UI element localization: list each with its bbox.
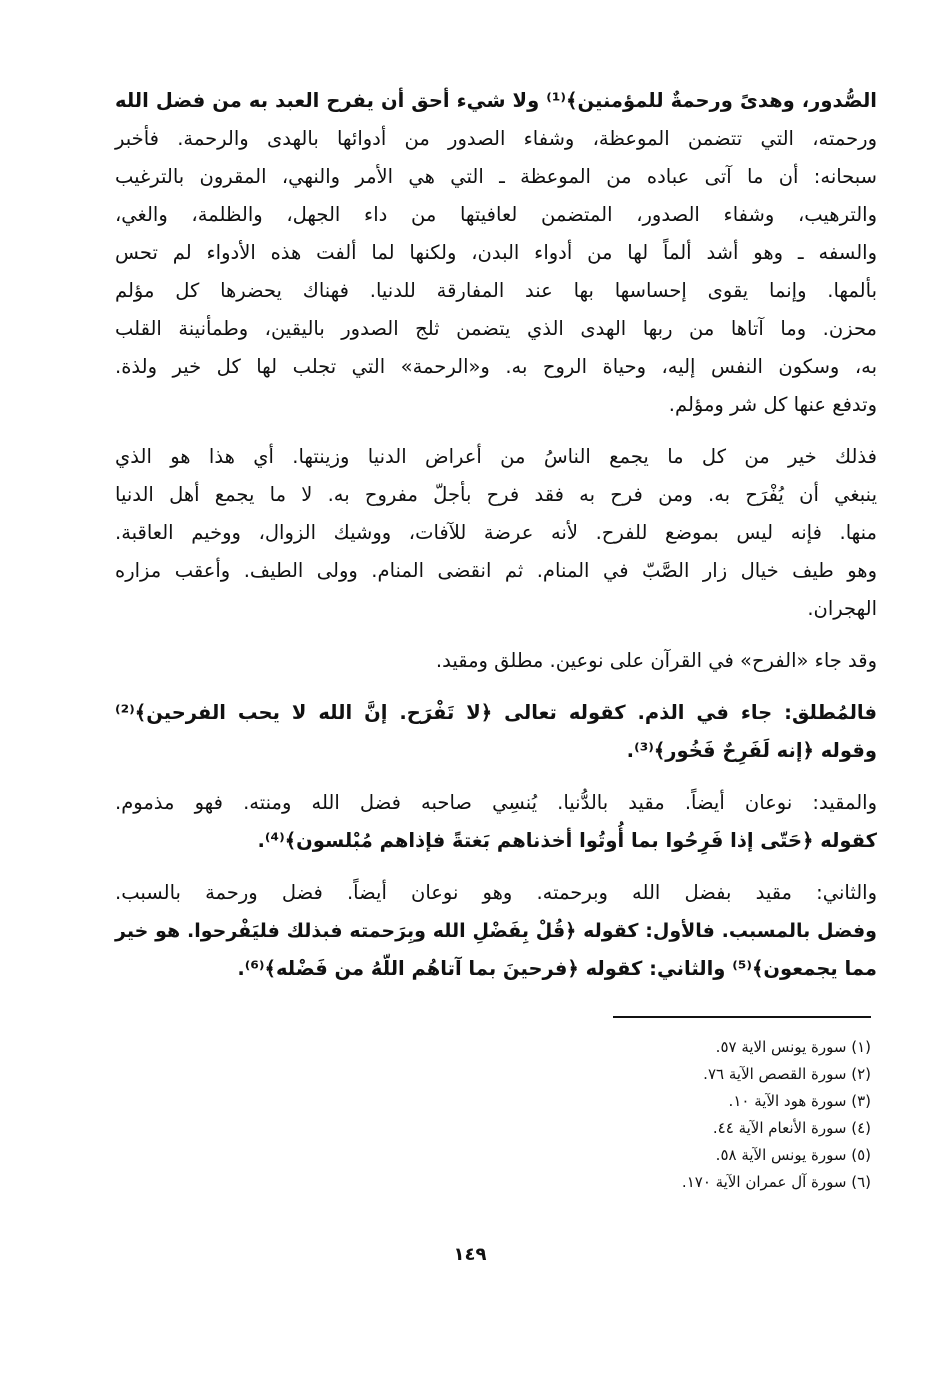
text-line: الصُّدور، وهدىً ورحمةٌ للمؤمنين﴾⁽¹⁾ ولا شيء أحق أن يفرح العبد به من فضل الله [115, 89, 877, 112]
footnote-divider [613, 1016, 871, 1018]
text-line: والسفه ـ وهو أشد ألماً لها من أدواء البدن، ولكنها لما ألفت هذه الأدواء لم تحس [115, 241, 877, 264]
text-line: وفضل بالمسبب. فالأول: كقوله ﴿قُلْ بِفَضْلِ الله وبِرَحمته فبذلك فليَفْرحوا. هو خير [115, 920, 877, 942]
text-line: فذلك خير من كل ما يجمع الناسُ من أعراض الدنيا وزينتها. أي هذا هو الذي [115, 445, 877, 468]
text-line: محزن. وما آتاها من ربها الهدى الذي يتضمن ثلج الصدور باليقين، وطمأنينة القلب [115, 317, 877, 340]
text-line: منها. فإنه ليس بموضع للفرح. لأنه عرضة للآفات، ووشيك الزوال، ووخيم العاقبة. [115, 521, 877, 544]
footnote: (٦) سورة آل عمران الآية ١٧٠. [681, 1173, 871, 1191]
text-line: والمقيد: نوعان أيضاً. مقيد بالدُّنيا. يُنسِي صاحبه فضل الله ومنته. فهو مذموم. [115, 791, 877, 814]
text-line: والترهيب، وشفاء الصدور، المتضمن لعافيتها من داء الجهل، والظلمة، والغي، [115, 203, 877, 226]
footnote: (٤) سورة الأنعام الآية ٤٤. [712, 1119, 871, 1137]
text-line: مما يجمعون﴾⁽⁵⁾ والثاني: كقوله ﴿فرحينَ بما آتاهُم اللّهُ من فَضْله﴾⁽⁶⁾. [237, 957, 877, 980]
text-line: وتدفع عنها كل شر ومؤلم. [668, 393, 877, 416]
text-line: به، وسكون النفس إليه، وحياة الروح به. و«الرحمة» التي تجلب لها كل خير ولذة. [115, 355, 877, 378]
footnote: (٥) سورة يونس الآية ٥٨. [715, 1146, 871, 1164]
text-line: كقوله ﴿حَتّى إذا فَرِحُوا بما أُوتُوا أخذناهم بَغتةً فإذاهم مُبْلسون﴾⁽⁴⁾. [257, 829, 877, 852]
text-line: بألمها. وإنما يقوى إحساسها بها عند المفارقة للدنيا. فهناك يحضرها كل مؤلم [115, 279, 877, 302]
footnotes [600, 1034, 871, 1196]
paragraph-3 [115, 642, 877, 680]
paragraph-1 [115, 82, 877, 424]
text-line: الهجران. [807, 597, 877, 620]
text-line: وهو طيف خيال زار الصَّبّ في المنام. ثم انقضى المنام. وولى الطيف. وأعقب مزاره [115, 559, 877, 582]
paragraph-4 [115, 694, 877, 770]
main-text [115, 82, 877, 1002]
text-line: ورحمته، التي تتضمن الموعظة، وشفاء الصدور من أدوائها بالهدى والرحمة. فأخبر [115, 127, 877, 150]
text-line: وقد جاء «الفرح» في القرآن على نوعين. مطلق ومقيد. [435, 649, 877, 672]
paragraph-2 [115, 438, 877, 628]
text-line: ينبغي أن يُفْرَح به. ومن فرح به فقد فرح بأجلّ مفروح به. لا ما يجمع أهل الدنيا [115, 483, 877, 506]
footnote: (١) سورة يونس الاية ٥٧. [715, 1038, 871, 1056]
text-line: وقوله ﴿إنه لَفَرِحٌ فَخُور﴾⁽³⁾. [626, 739, 877, 762]
page-number: ١٤٩ [453, 1244, 487, 1265]
text-line: سبحانه: أن ما آتى عباده من الموعظة ـ التي هي الأمر والنهي، المقرون بالترغيب [115, 165, 877, 188]
paragraph-6 [115, 874, 877, 988]
text-line: فالمُطلق: جاء في الذم. كقوله تعالى ﴿لا تَفْرَح. إنَّ الله لا يحب الفرحين﴾⁽²⁾ [115, 701, 877, 724]
text-line: والثاني: مقيد بفضل الله وبرحمته. وهو نوعان أيضاً. فضل ورحمة بالسبب. [115, 881, 877, 904]
footnote: (٣) سورة هود الآية ١٠. [728, 1092, 871, 1110]
footnote: (٢) سورة القصص الآية ٧٦. [703, 1065, 871, 1083]
paragraph-5 [115, 784, 877, 860]
